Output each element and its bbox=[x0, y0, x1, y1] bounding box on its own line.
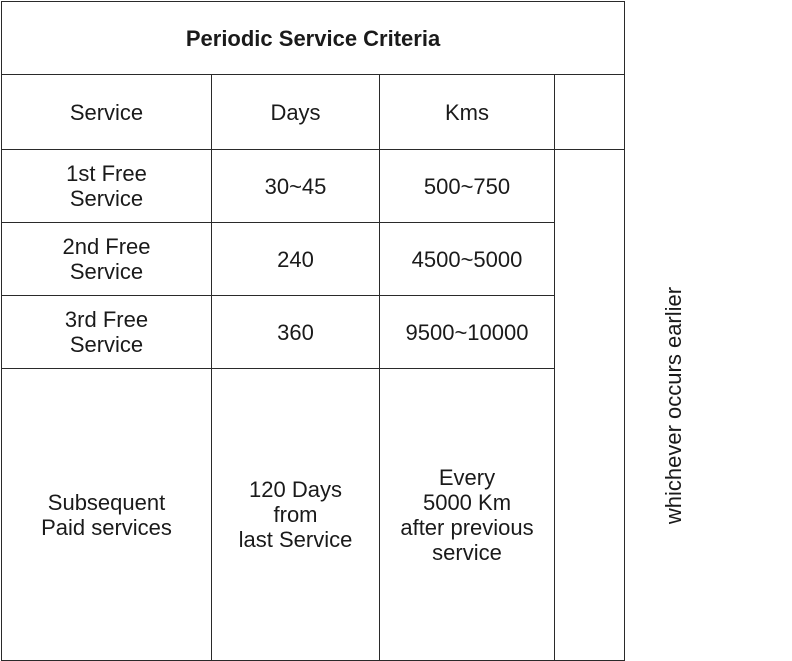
days-cell: 240 bbox=[212, 223, 380, 296]
table-row bbox=[2, 150, 625, 223]
header-service: Service bbox=[2, 75, 212, 150]
title-row bbox=[2, 2, 625, 75]
header-days: Days bbox=[212, 75, 380, 150]
service-cell: 3rd Free Service bbox=[2, 296, 212, 369]
days-cell: 30~45 bbox=[212, 150, 380, 223]
service-cell: 2nd Free Service bbox=[2, 223, 212, 296]
service-cell: Subsequent Paid services bbox=[2, 369, 212, 661]
table-row bbox=[2, 296, 625, 369]
note-text: whichever occurs earlier bbox=[661, 286, 687, 524]
kms-cell: 4500~5000 bbox=[380, 223, 555, 296]
note-cell bbox=[555, 150, 687, 661]
header-row bbox=[2, 75, 625, 150]
kms-cell: 500~750 bbox=[380, 150, 555, 223]
header-kms: Kms bbox=[380, 75, 555, 150]
table-title: Periodic Service Criteria bbox=[2, 2, 625, 75]
kms-cell: 9500~10000 bbox=[380, 296, 555, 369]
service-cell: 1st Free Service bbox=[2, 150, 212, 223]
days-cell: 360 bbox=[212, 296, 380, 369]
header-empty-cell bbox=[555, 75, 625, 150]
service-criteria-table bbox=[1, 1, 687, 661]
table-row bbox=[2, 223, 625, 296]
table-row bbox=[2, 369, 625, 661]
kms-cell: Every 5000 Km after previous service bbox=[380, 369, 555, 661]
days-cell: 120 Days from last Service bbox=[212, 369, 380, 661]
